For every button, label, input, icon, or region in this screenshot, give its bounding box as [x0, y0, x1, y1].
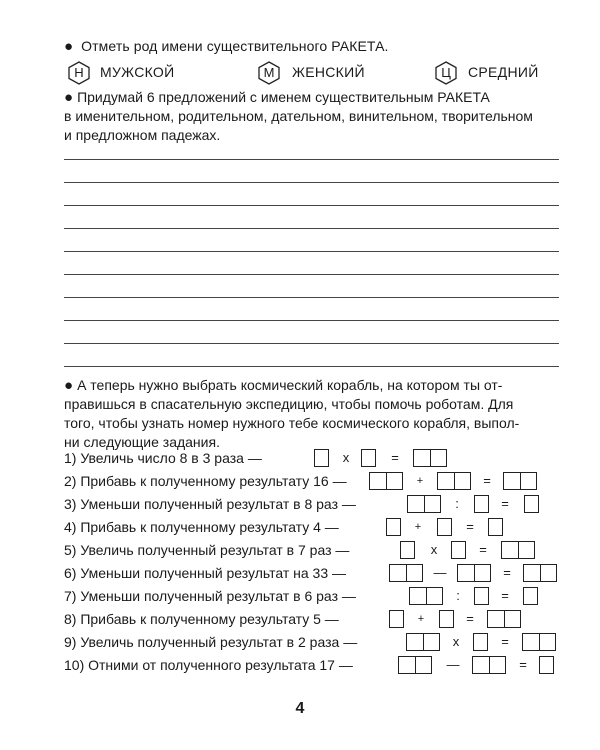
answer-box[interactable] — [524, 495, 539, 513]
step-row-10 — [64, 653, 353, 677]
answer-box[interactable] — [488, 518, 503, 536]
answer-box-two-digit[interactable] — [406, 633, 440, 651]
step-row-8 — [64, 607, 339, 631]
task3-line-4: ни следующие задания. — [64, 434, 220, 450]
answer-box-two-digit[interactable] — [437, 472, 471, 490]
gender-letter-neuter: Ц — [441, 65, 451, 80]
equals-sign: = — [391, 450, 399, 465]
answer-box-two-digit[interactable] — [369, 472, 403, 490]
step-row-9 — [64, 630, 357, 654]
bullet-icon: ● — [64, 38, 74, 55]
answer-box-two-digit[interactable] — [501, 541, 535, 559]
operator-plus: + — [417, 613, 425, 625]
writing-line[interactable] — [64, 182, 559, 183]
answer-box[interactable] — [473, 633, 488, 651]
answer-box[interactable] — [451, 541, 466, 559]
answer-box[interactable] — [437, 518, 452, 536]
bullet-icon: ● — [64, 89, 74, 106]
step-text: 4) Прибавь к полученному результату 4 — — [64, 519, 339, 535]
answer-box-two-digit[interactable] — [487, 610, 521, 628]
gender-option-neuter-marker[interactable] — [435, 61, 457, 85]
step-text: 8) Прибавь к полученному результату 5 — — [64, 611, 339, 627]
writing-line[interactable] — [64, 251, 559, 252]
writing-line[interactable] — [64, 343, 559, 344]
answer-box-two-digit[interactable] — [457, 564, 491, 582]
operator-minus: — — [433, 565, 447, 580]
task2-line-1: Придумай 6 предложений с именем существительным РАКЕТА — [77, 89, 490, 105]
step-text: 7) Уменьши полученный результат в 6 раз — — [64, 588, 356, 604]
step-text: 1) Увеличь число 8 в 3 раза — — [64, 450, 262, 466]
task3-line-2: правишься в спасательную экспедицию, чтобы помочь роботам. Для — [64, 396, 514, 412]
task2-line-3: и предложном падежах. — [64, 127, 221, 143]
step-row-2 — [64, 469, 347, 493]
task3-line-3: того, чтобы узнать номер нужного тебе космического корабля, выпол- — [64, 415, 520, 431]
writing-line[interactable] — [64, 366, 559, 367]
writing-line[interactable] — [64, 228, 559, 229]
answer-box-two-digit[interactable] — [522, 633, 556, 651]
equals-sign: = — [501, 588, 509, 603]
answer-box[interactable] — [439, 610, 454, 628]
operator-plus: + — [414, 521, 422, 533]
answer-box[interactable] — [474, 495, 489, 513]
bullet-icon: ● — [64, 377, 74, 394]
gender-letter-masculine: Н — [74, 65, 84, 80]
task2-line-2: в именительном, родительном, дательном, винительном, творительном — [64, 108, 533, 124]
answer-box[interactable] — [539, 656, 554, 674]
answer-box[interactable] — [474, 587, 489, 605]
operator-minus: — — [446, 657, 460, 672]
step-text: 10) Отними от полученного результата 17 — — [64, 657, 353, 673]
equals-sign: = — [519, 657, 527, 672]
step-text: 2) Прибавь к полученному результату 16 — — [64, 473, 347, 489]
task2-instruction — [64, 88, 559, 145]
answer-box-two-digit[interactable] — [389, 564, 423, 582]
operator-multiply: x — [452, 634, 460, 649]
answer-box[interactable] — [523, 587, 538, 605]
step-text: 5) Увеличь полученный результат в 7 раз — — [64, 542, 350, 558]
operator-divide: : — [456, 588, 460, 603]
step-text: 9) Увеличь полученный результат в 2 раза — — [64, 634, 358, 650]
gender-label-feminine[interactable]: ЖЕНСКИЙ — [292, 64, 365, 80]
step-row-4 — [64, 515, 339, 539]
answer-box[interactable] — [361, 449, 376, 467]
equals-sign: = — [466, 611, 474, 626]
task1-text: Отметь род имени существительного РАКЕТА. — [81, 38, 389, 54]
answer-box-two-digit[interactable] — [472, 656, 506, 674]
answer-box-two-digit[interactable] — [523, 564, 557, 582]
writing-line[interactable] — [64, 320, 559, 321]
operator-divide: : — [455, 496, 459, 511]
writing-line[interactable] — [64, 205, 559, 206]
gender-letter-feminine: М — [263, 65, 275, 80]
gender-option-masculine-marker[interactable] — [68, 61, 90, 85]
task1-instruction — [64, 38, 389, 55]
equals-sign: = — [466, 519, 474, 534]
operator-multiply: x — [430, 542, 438, 557]
equals-sign: = — [501, 496, 509, 511]
gender-options — [68, 61, 568, 87]
answer-box-two-digit[interactable] — [398, 656, 432, 674]
step-row-7 — [64, 584, 356, 608]
task3-line-1: А теперь нужно выбрать космический корабль, на котором ты от- — [77, 377, 503, 393]
answer-box-two-digit[interactable] — [407, 495, 441, 513]
answer-box-two-digit[interactable] — [413, 449, 447, 467]
answer-box[interactable] — [389, 610, 404, 628]
step-row-6 — [64, 561, 346, 585]
equals-sign: = — [479, 542, 487, 557]
gender-label-neuter[interactable]: СРЕДНИЙ — [468, 64, 539, 80]
writing-line[interactable] — [64, 297, 559, 298]
gender-option-feminine-marker[interactable] — [258, 61, 280, 85]
step-text: 3) Уменьши полученный результат в 8 раз — — [64, 496, 356, 512]
page-number: 4 — [295, 700, 305, 717]
writing-line[interactable] — [64, 159, 559, 160]
equals-sign: = — [503, 565, 511, 580]
answer-box[interactable] — [386, 518, 401, 536]
writing-line[interactable] — [64, 274, 559, 275]
task3-instruction — [64, 376, 559, 452]
step-row-5 — [64, 538, 349, 562]
operator-plus: + — [416, 475, 424, 487]
operator-multiply: x — [342, 450, 350, 465]
step-row-3 — [64, 492, 356, 516]
gender-label-masculine[interactable]: МУЖСКОЙ — [100, 64, 175, 80]
answer-box[interactable] — [400, 541, 415, 559]
equals-sign: = — [483, 473, 491, 488]
answer-box[interactable] — [314, 449, 329, 467]
step-row-1 — [64, 446, 262, 470]
answer-box-two-digit[interactable] — [409, 587, 443, 605]
step-text: 6) Уменьши полученный результат на 33 — — [64, 565, 347, 581]
answer-box-two-digit[interactable] — [503, 472, 537, 490]
equals-sign: = — [501, 634, 509, 649]
